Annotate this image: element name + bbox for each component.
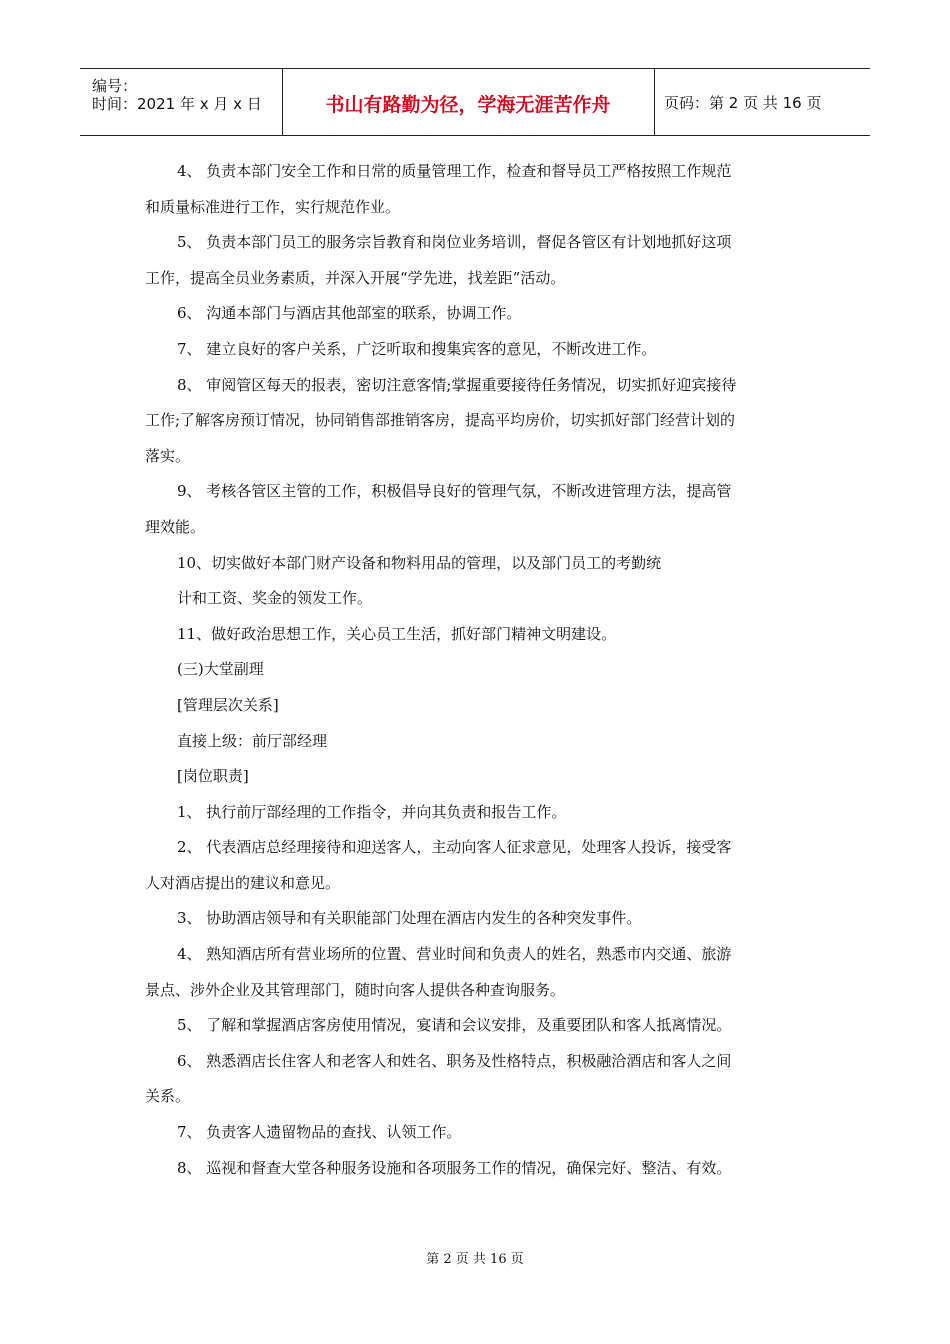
body-text-line: 2、 代表酒店总经理接待和迎送客人，主动向客人征求意见，处理客人投诉，接受客	[177, 838, 732, 857]
body-text-line: 工作;了解客房预订情况，协同销售部推销客房，提高平均房价，切实抓好部门经营计划的	[145, 411, 736, 430]
body-text-line: 11、做好政治思想工作，关心员工生活，抓好部门精神文明建设。	[177, 624, 617, 643]
document-header	[80, 68, 870, 136]
body-text-line: 5、 了解和掌握酒店客房使用情况，宴请和会议安排，及重要团队和客人抵离情况。	[177, 1016, 732, 1035]
body-text-line: 人对酒店提出的建议和意见。	[145, 873, 341, 892]
body-text-line: [管理层次关系]	[177, 695, 279, 714]
body-text-line: [岗位职责]	[177, 767, 249, 786]
body-text-line: 7、 建立良好的客户关系，广泛听取和搜集宾客的意见，不断改进工作。	[177, 339, 657, 358]
body-text-line: 和质量标准进行工作，实行规范作业。	[145, 197, 401, 216]
header-page-number: 页码：第 2 页 共 16 页	[664, 94, 822, 112]
body-text-line: 景点、涉外企业及其管理部门，随时向客人提供各种查询服务。	[145, 980, 566, 999]
body-text-line: 落实。	[145, 446, 191, 465]
body-text-line: 7、 负责客人遗留物品的查找、认领工作。	[177, 1123, 462, 1142]
document-body	[145, 154, 825, 1186]
header-page-cell	[654, 69, 870, 135]
body-text-line: 理效能。	[145, 517, 206, 536]
body-text-line: 3、 协助酒店领导和有关职能部门处理在酒店内发生的各种突发事件。	[177, 909, 642, 928]
body-text-line: 9、 考核各管区主管的工作，积极倡导良好的管理气氛，不断改进管理方法，提高管	[177, 482, 732, 501]
body-text-line: (三)大堂副理	[177, 660, 264, 679]
serial-number-label: 编号：	[92, 77, 138, 95]
body-text-line: 10、切实做好本部门财产设备和物料用品的管理，以及部门员工的考勤统	[177, 553, 662, 572]
date-label: 时间：2021 年 x 月 x 日	[92, 95, 262, 113]
body-text-line: 工作，提高全员业务素质，并深入开展“学先进，找差距”活动。	[145, 268, 566, 287]
page-footer	[0, 1248, 950, 1267]
body-text-line: 1、 执行前厅部经理的工作指令，并向其负责和报告工作。	[177, 802, 567, 821]
body-text-line: 6、 熟悉酒店长住客人和老客人和姓名、职务及性格特点，积极融洽酒店和客人之间	[177, 1051, 732, 1070]
body-text-line: 4、 负责本部门安全工作和日常的质量管理工作，检查和督导员工严格按照工作规范	[177, 162, 732, 180]
header-motto-cell	[282, 69, 655, 135]
body-text-line: 关系。	[145, 1087, 191, 1106]
body-text-line: 6、 沟通本部门与酒店其他部室的联系，协调工作。	[177, 304, 522, 323]
body-text-line: 4、 熟知酒店所有营业场所的位置、营业时间和负责人的姓名，熟悉市内交通、旅游	[177, 945, 732, 964]
body-text-line: 5、 负责本部门员工的服务宗旨教育和岗位业务培训，督促各管区有计划地抓好这项	[177, 233, 732, 252]
body-text-line: 直接上级：前厅部经理	[177, 731, 328, 750]
header-meta-cell	[80, 69, 283, 135]
footer-page-number: 第 2 页 共 16 页	[426, 1252, 524, 1267]
body-text-line: 8、 巡视和督查大堂各种服务设施和各项服务工作的情况，确保完好、整洁、有效。	[177, 1158, 732, 1177]
body-text-line: 计和工资、奖金的领发工作。	[177, 589, 373, 608]
motto-text: 书山有路勤为径，学海无涯苦作舟	[325, 94, 611, 116]
body-text-line: 8、 审阅管区每天的报表，密切注意客情;掌握重要接待任务情况，切实抓好迎宾接待	[177, 375, 737, 394]
